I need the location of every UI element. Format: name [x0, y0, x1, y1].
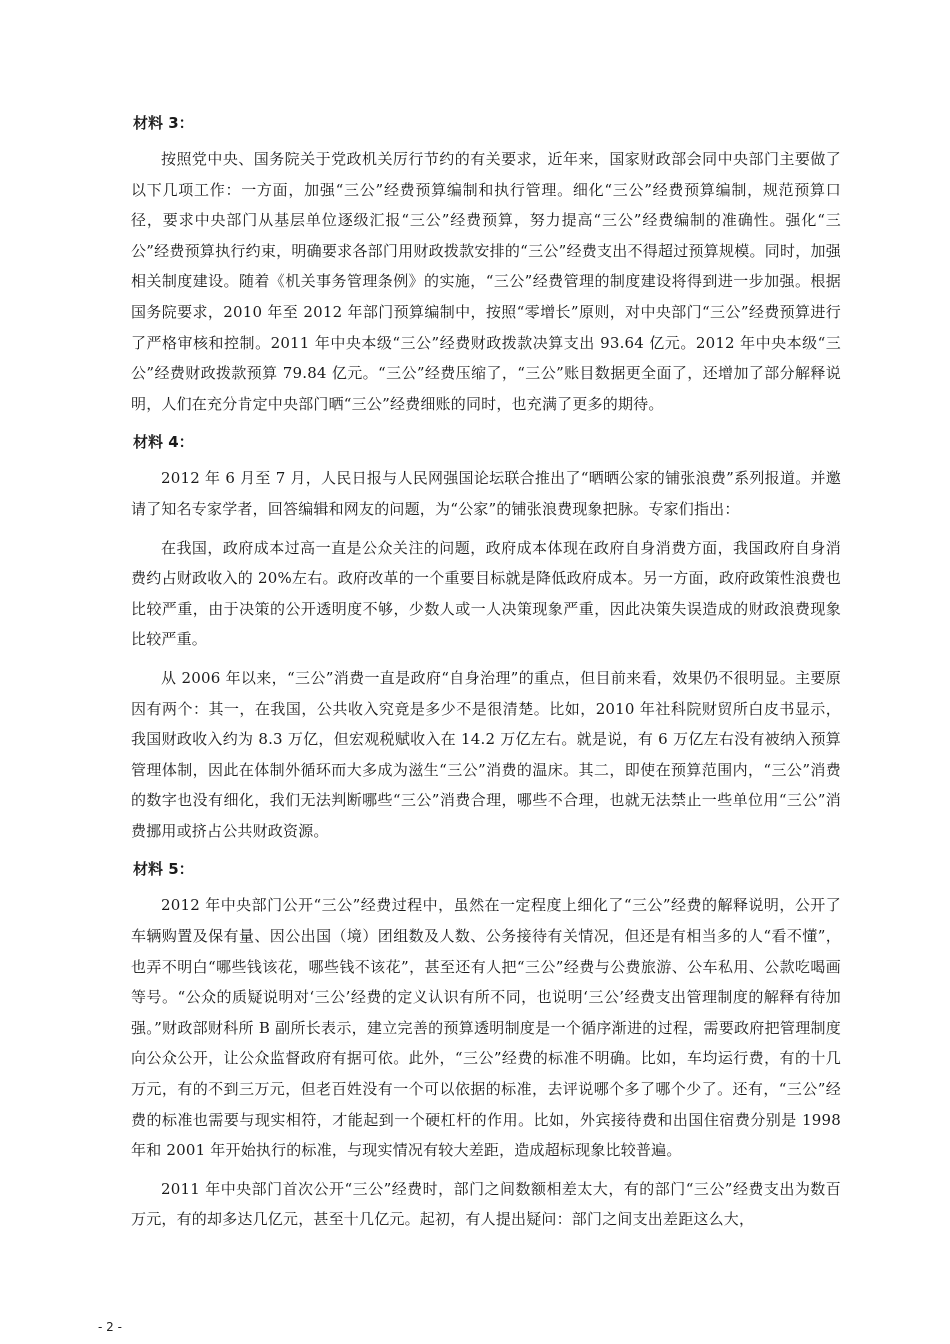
section-heading: 材料 5： [133, 860, 194, 879]
paragraph: 2012 年中央部门公开“三公”经费过程中，虽然在一定程度上细化了“三公”经费的解释说明，公开了车辆购置及保有量、因公出国（境）团组数及人数、公务接待有关情况，但还是有相当多的人“看不懂”，也弄不明白“哪些钱该花，哪些钱不该花”，甚至还有人把“三公”经费与公费旅游、公车私用、公款吃喝画等号。“公众的质疑说明对‘三公’经费的定义认识有所不同，也说明‘三公’经费支出管理制度的解释有待加强。”财政部财科所 B 副所长表示，建立完善的预算透明制度是一个循序渐进的过程，需要政府把管理制度向公众公开，让公众监督政府有据可依。此外，“三公”经费的标准不明确。比如，车均运行费，有的十几万元，有的不到三万元，但老百姓没有一个可以依据的标准，去评说哪个多了哪个少了。还有，“三公”经费的标准也需要与现实相符，才能起到一个硬杠杆的作用。比如，外宾接待费和出国住宿费分别是 1998 年和 2001 年开始执行的标准，与现实情况有较大差距，造成超标现象比较普遍。 [131, 896, 841, 1160]
paragraph: 在我国，政府成本过高一直是公众关注的问题，政府成本体现在政府自身消费方面，我国政府自身消费约占财政收入的 20%左右。政府改革的一个重要目标就是降低政府成本。另一方面，政府政策性浪费也比较严重，由于决策的公开透明度不够，少数人或一人决策现象严重，因此决策失误造成的财政浪费现象比较严重。 [131, 538, 841, 649]
section-heading: 材料 4： [133, 433, 194, 452]
paragraph: 按照党中央、国务院关于党政机关厉行节约的有关要求，近年来，国家财政部会同中央部门主要做了以下几项工作：一方面，加强“三公”经费预算编制和执行管理。细化“三公”经费预算编制，规范预算口径，要求中央部门从基层单位逐级汇报“三公”经费预算，努力提高“三公”经费编制的准确性。强化“三公”经费预算执行约束，明确要求各部门用财政拨款安排的“三公”经费支出不得超过预算规模。同时，加强相关制度建设。随着《机关事务管理条例》的实施，“三公”经费管理的制度建设将得到进一步加强。根据国务院要求，2010 年至 2012 年部门预算编制中，按照“零增长”原则，对中央部门“三公”经费预算进行了严格审核和控制。2011 年中央本级“三公”经费财政拨款决算支出 93.64 亿元。2012 年中央本级“三公”经费财政拨款预算 79.84 亿元。“三公”经费压缩了，“三公”账目数据更全面了，还增加了部分解释说明，人们在充分肯定中央部门晒“三公”经费细账的同时，也充满了更多的期待。 [131, 150, 841, 413]
paragraph: 从 2006 年以来，“三公”消费一直是政府“自身治理”的重点，但目前来看，效果仍不很明显。主要原因有两个：其一，在我国，公共收入究竟是多少不是很清楚。比如，2010 年社科院财贸所白皮书显示，我国财政收入约为 8.3 万亿，但宏观税赋收入在 14.2 万亿左右。就是说，有 6 万亿左右没有被纳入预算管理体制，因此在体制外循环而大多成为滋生“三公”消费的温床。其二，即使在预算范围内，“三公”消费的数字也没有细化，我们无法判断哪些“三公”消费合理，哪些不合理，也就无法禁止一些单位用“三公”消费挪用或挤占公共财政资源。 [131, 668, 841, 840]
page-number: - 2 - [98, 1320, 122, 1334]
section-heading: 材料 3： [133, 114, 194, 132]
paragraph: 2011 年中央部门首次公开“三公”经费时，部门之间数额相差太大，有的部门“三公”经费支出为数百万元，有的却多达几亿元，甚至十几亿元。起初，有人提出疑问：部门之间支出差距这么大， [131, 1179, 841, 1229]
paragraph: 2012 年 6 月至 7 月，人民日报与人民网强国论坛联合推出了“晒晒公家的铺张浪费”系列报道。并邀请了知名专家学者，回答编辑和网友的问题，为“公家”的铺张浪费现象把脉。专家们指出： [131, 469, 841, 518]
section-material-5 [131, 854, 841, 1235]
section-material-4 [131, 427, 841, 846]
section-material-3 [131, 108, 841, 419]
document-body [131, 108, 841, 1243]
